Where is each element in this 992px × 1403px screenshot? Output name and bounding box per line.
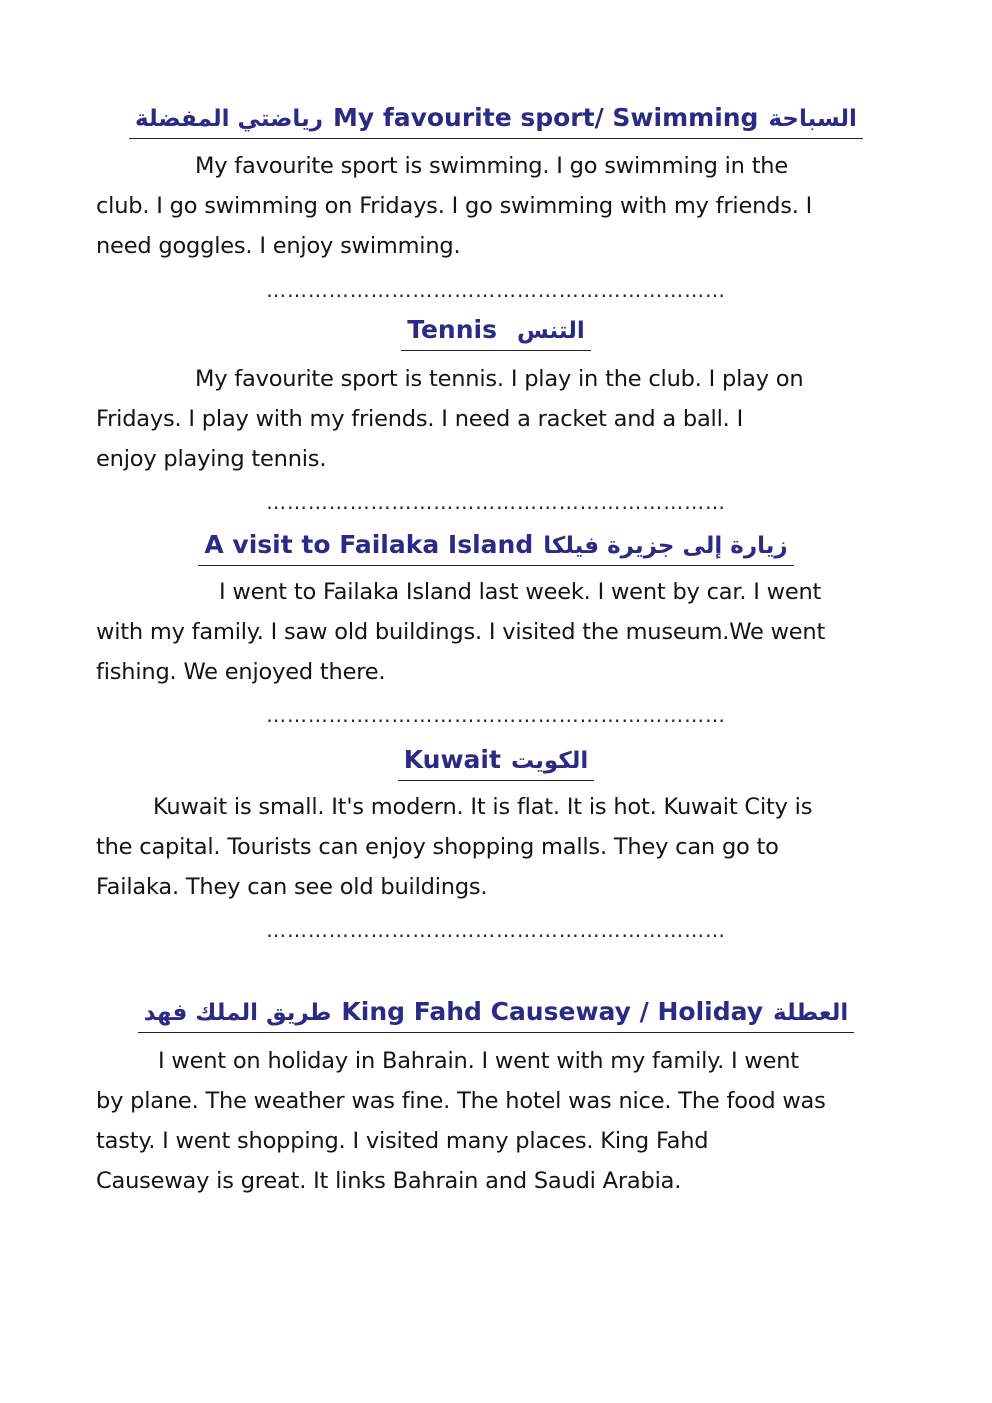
title-english: Tennis [407,315,497,344]
swimming-paragraph [96,146,902,266]
tennis-paragraph [96,359,902,479]
dotted-separator: ………………………………………………………… [266,918,726,942]
title-arabic-left: طريق الملك فهد [143,1000,332,1026]
title-arabic-right: السباحة [768,106,857,132]
paragraph-line: Failaka. They can see old buildings. [96,874,488,900]
paragraph-line: My favourite sport is tennis. I play in the club. I play on [195,366,804,392]
failaka-title-heading [198,528,793,566]
title-english: My favourite sport/ Swimming [332,103,759,132]
paragraph-line: Causeway is great. It links Bahrain and Saudi Arabia. [96,1168,682,1194]
paragraph-line: enjoy playing tennis. [96,446,327,472]
paragraph-line: Fridays. I play with my friends. I need a racket and a ball. I [96,406,743,432]
title-english: Kuwait [403,745,501,774]
title-arabic-right: العطلة [773,1000,849,1026]
title-english: A visit to Failaka Island [204,530,534,559]
paragraph-line: fishing. We enjoyed there. [96,659,386,685]
paragraph-line: the capital. Tourists can enjoy shopping malls. They can go to [96,834,779,860]
swimming-title-heading [129,101,863,139]
paragraph-line: tasty. I went shopping. I visited many places. King Fahd [96,1128,709,1154]
holiday-title-heading [138,995,855,1033]
swimming-title [0,101,992,139]
failaka-title [0,528,992,566]
paragraph-line: Kuwait is small. It's modern. It is flat. It is hot. Kuwait City is [153,794,813,820]
title-arabic-left: زيارة إلى جزيرة فيلكا [543,533,788,559]
dotted-separator: ………………………………………………………… [266,490,726,514]
tennis-title-heading [401,313,591,351]
title-arabic-left: رياضتي المفضلة [135,106,323,132]
holiday-paragraph [96,1041,902,1201]
paragraph-line: I went to Failaka Island last week. I went by car. I went [219,579,822,605]
dotted-separator: ………………………………………………………… [266,703,726,727]
tennis-title [0,313,992,351]
dotted-separator: ………………………………………………………… [266,278,726,302]
paragraph-line: need goggles. I enjoy swimming. [96,233,461,259]
paragraph-line: My favourite sport is swimming. I go swimming in the [195,153,789,179]
kuwait-paragraph [96,787,902,907]
paragraph-line: with my family. I saw old buildings. I visited the museum.We went [96,619,826,645]
kuwait-title [0,743,992,781]
paragraph-line: I went on holiday in Bahrain. I went with my family. I went [158,1048,799,1074]
title-arabic-left: التنس [516,318,585,344]
kuwait-title-heading [398,743,595,781]
paragraph-line: club. I go swimming on Fridays. I go swimming with my friends. I [96,193,813,219]
failaka-paragraph [96,572,902,692]
title-english: King Fahd Causeway / Holiday [341,997,764,1026]
holiday-title [0,995,992,1033]
paragraph-line: by plane. The weather was fine. The hotel was nice. The food was [96,1088,826,1114]
title-arabic-left: الكويت [510,748,589,774]
